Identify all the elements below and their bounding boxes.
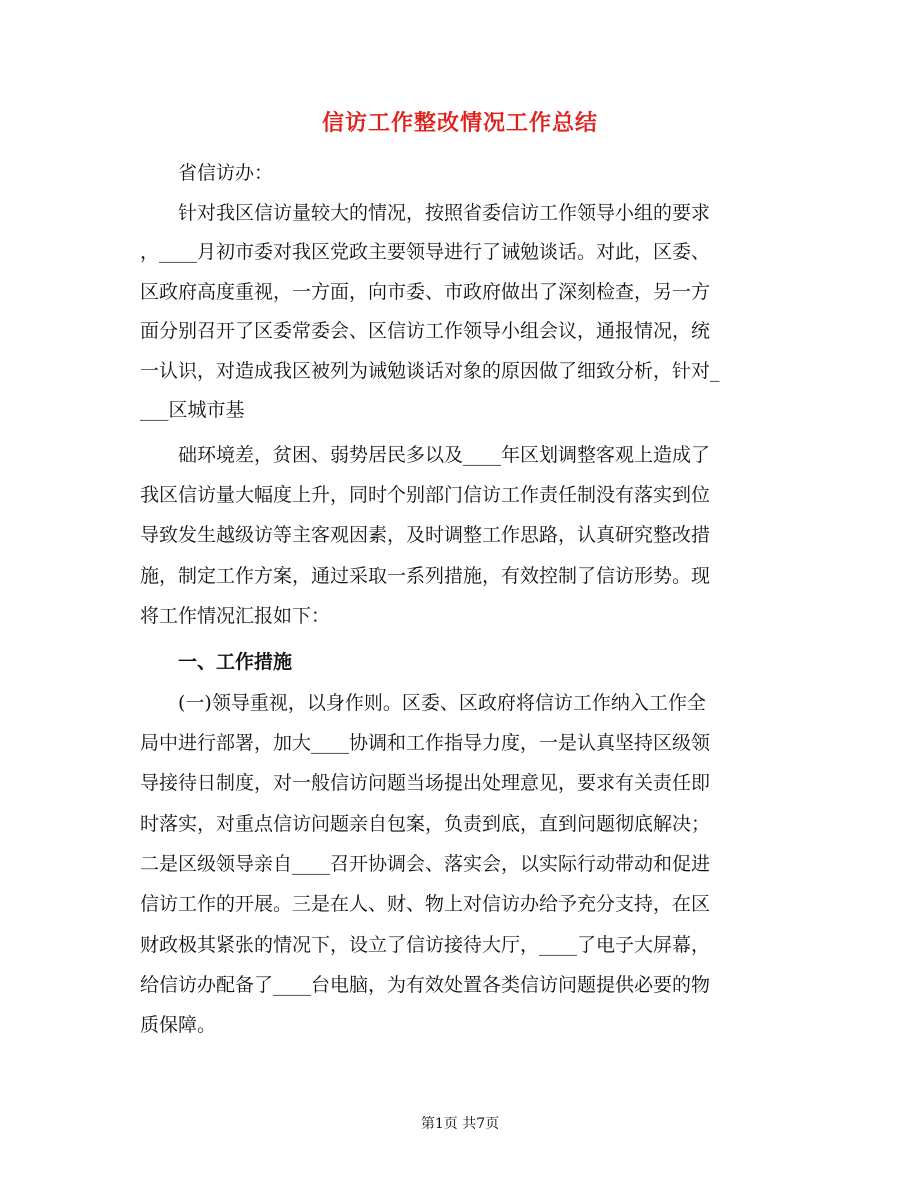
paragraph-line: (一)领导重视，以身作则。区委、区政府将信访工作纳入工作全 <box>178 692 706 714</box>
paragraph-line: 面分别召开了区委常委会、区信访工作领导小组会议，通报情况，统 <box>140 320 711 342</box>
paragraph-line: 将工作情况汇报如下： <box>140 605 331 627</box>
paragraph-line: 时落实，对重点信访问题亲自包案，负责到底，直到问题彻底解决； <box>140 813 711 835</box>
paragraph-line: 导致发生越级访等主客观因素，及时调整工作思路，认真研究整改措 <box>140 524 711 546</box>
paragraph-line: ，____月初市委对我区党政主要领导进行了诫勉谈话。对此，区委、 <box>140 241 711 263</box>
paragraph-line: ___区城市基 <box>140 399 245 421</box>
paragraph-line: 区政府高度重视，一方面，向市委、市政府做出了深刻检查，另一方 <box>140 281 711 303</box>
paragraph-line: 质保障。 <box>140 1014 217 1036</box>
paragraph-line: 导接待日制度，对一般信访问题当场提出处理意见，要求有关责任即 <box>140 772 711 794</box>
paragraph-line: 二是区级领导亲自____召开协调会、落实会，以实际行动带动和促进 <box>140 853 711 875</box>
section-heading: 一、工作措施 <box>178 651 293 673</box>
paragraph-line: 我区信访量大幅度上升，同时个别部门信访工作责任制没有落实到位 <box>140 484 711 506</box>
paragraph-line: 信访工作的开展。三是在人、财、物上对信访办给予充分支持，在区 <box>140 893 711 915</box>
paragraph-line: 针对我区信访量较大的情况，按照省委信访工作领导小组的要求 <box>178 202 711 224</box>
paragraph-line: 础环境差，贫困、弱势居民多以及____年区划调整客观上造成了 <box>178 444 711 466</box>
paragraph-line: 一认识，对造成我区被列为诫勉谈话对象的原因做了细致分析，针对_ <box>140 360 720 382</box>
paragraph-line: 给信访办配备了____台电脑，为有效处置各类信访问题提供必要的物 <box>140 974 711 996</box>
paragraph-line: 财政极其紧张的情况下，设立了信访接待大厅，____了电子大屏幕， <box>140 934 711 956</box>
salutation: 省信访办： <box>178 162 274 184</box>
paragraph-line: 施，制定工作方案，通过采取一系列措施，有效控制了信访形势。现 <box>140 565 711 587</box>
page-footer: 第1页 共7页 <box>420 1116 500 1132</box>
paragraph-line: 局中进行部署，加大____协调和工作指导力度，一是认真坚持区级领 <box>140 732 711 754</box>
document-title: 信访工作整改情况工作总结 <box>321 110 598 136</box>
